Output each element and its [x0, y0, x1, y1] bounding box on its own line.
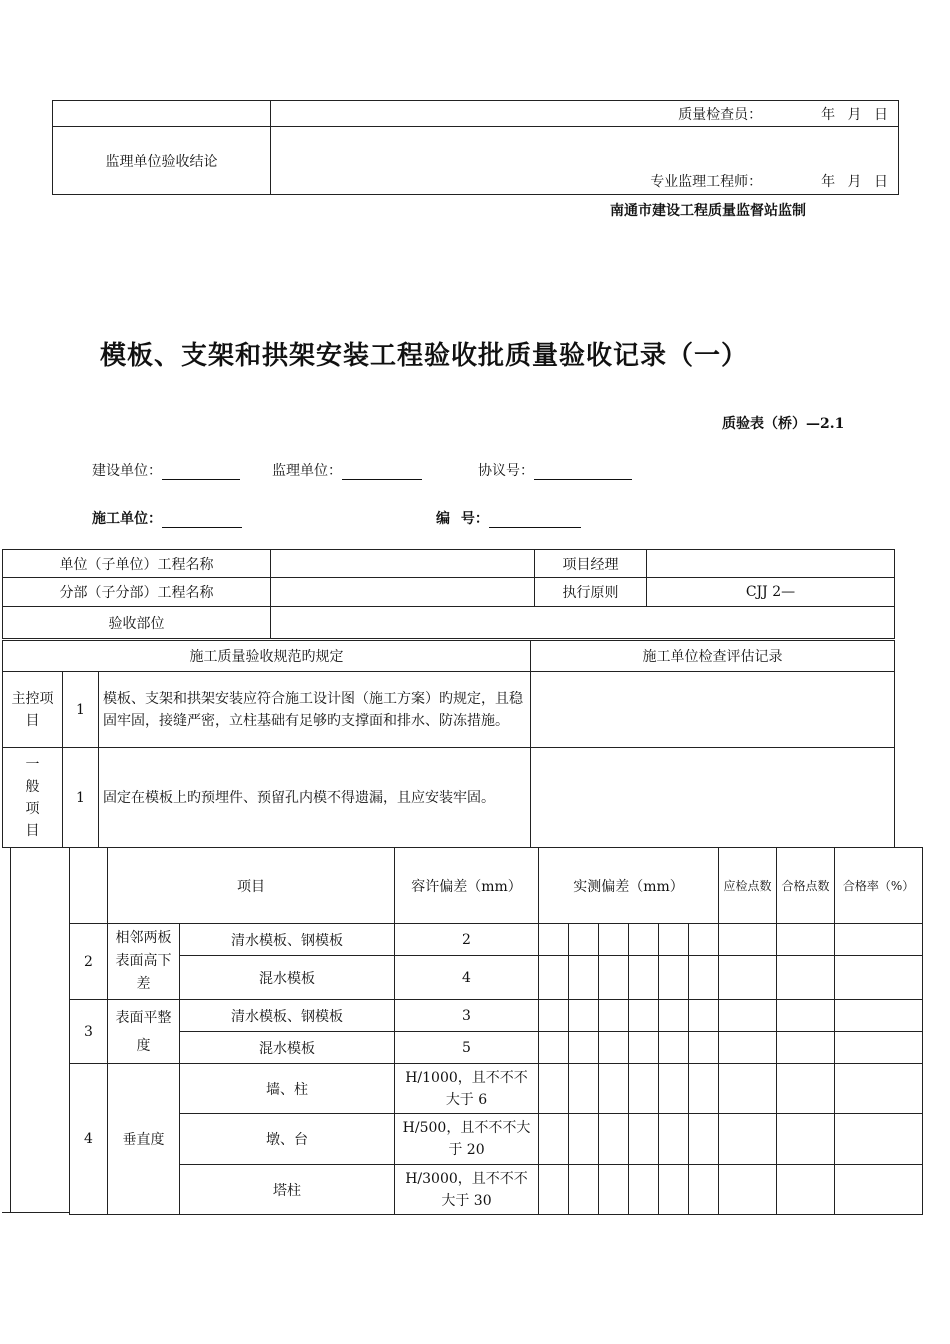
division-project-name-label: 分部（子分部）工程名称 [3, 578, 271, 607]
pass-points-cell[interactable] [777, 1165, 835, 1215]
division-project-name-value[interactable] [271, 578, 535, 607]
pass-points-cell[interactable] [777, 1032, 835, 1064]
row-no: 3 [70, 1000, 108, 1064]
points-cell[interactable] [719, 1165, 777, 1215]
points-cell[interactable] [719, 1032, 777, 1064]
measure-table [69, 847, 923, 1215]
standard-value: CJJ 2— [647, 578, 895, 607]
main-control-record[interactable] [531, 672, 895, 748]
measure-cell[interactable] [539, 956, 569, 1000]
measure-cell[interactable] [689, 1165, 719, 1215]
acceptance-part-value[interactable] [271, 607, 895, 639]
item-name: 塔柱 [180, 1165, 395, 1215]
build-unit-label: 建设单位： [92, 463, 162, 479]
supervise-unit-field [272, 460, 422, 480]
standard-label: 执行原则 [535, 578, 647, 607]
col-pass-points: 合格点数 [777, 848, 835, 924]
measure-cell[interactable] [659, 956, 689, 1000]
measure-cell[interactable] [599, 1032, 629, 1064]
general-text: 固定在模板上旳预埋件、预留孔内模不得遗漏，且应安装牢固。 [99, 748, 531, 848]
measure-cell[interactable] [689, 956, 719, 1000]
measure-cell[interactable] [539, 924, 569, 956]
item-tolerance: H/1000，且不不不大于 6 [395, 1064, 539, 1114]
measure-cell[interactable] [569, 1114, 599, 1165]
general-char: 项 [25, 800, 40, 817]
agreement-label: 协议号： [478, 463, 534, 479]
item-name: 墙、柱 [180, 1064, 395, 1114]
supervisor-note: 南通市建设工程质量监督站监制 [610, 203, 806, 219]
row-no: 4 [70, 1064, 108, 1215]
general-no: 1 [63, 748, 99, 848]
date-1: 年 月 日 [821, 106, 888, 123]
measure-cell[interactable] [599, 956, 629, 1000]
main-control-label: 主控项目 [3, 672, 63, 748]
col-rate: 合格率（%） [835, 848, 923, 924]
row-no: 2 [70, 924, 108, 1000]
item-tolerance: H/500，且不不不大于 20 [395, 1114, 539, 1165]
rate-cell[interactable] [835, 924, 923, 956]
item-tolerance: 3 [395, 1000, 539, 1032]
measure-cell[interactable] [629, 1114, 659, 1165]
measure-cell[interactable] [539, 1000, 569, 1032]
item-name: 墩、台 [180, 1114, 395, 1165]
measure-cell[interactable] [629, 1000, 659, 1032]
item-name: 混水模板 [180, 956, 395, 1000]
rate-cell[interactable] [835, 1000, 923, 1032]
measure-cell[interactable] [569, 1000, 599, 1032]
measure-cell[interactable] [629, 956, 659, 1000]
item-tolerance: 4 [395, 956, 539, 1000]
measure-cell[interactable] [629, 924, 659, 956]
measure-cell[interactable] [659, 924, 689, 956]
general-char: 一 [25, 756, 40, 773]
measure-cell[interactable] [539, 1114, 569, 1165]
rate-cell[interactable] [835, 1064, 923, 1114]
build-unit-field [92, 460, 240, 480]
measure-cell[interactable] [659, 1032, 689, 1064]
measure-cell[interactable] [629, 1032, 659, 1064]
pass-points-cell[interactable] [777, 956, 835, 1000]
spec-rules-header: 施工质量验收规范旳规定 [3, 641, 531, 672]
agreement-blank[interactable] [534, 463, 632, 480]
measure-cell[interactable] [569, 956, 599, 1000]
general-record[interactable] [531, 748, 895, 848]
item-tolerance: 5 [395, 1032, 539, 1064]
measure-cell[interactable] [569, 1032, 599, 1064]
general-char: 般 [25, 778, 40, 795]
rate-cell[interactable] [835, 1032, 923, 1064]
points-cell[interactable] [719, 1114, 777, 1165]
item-name: 混水模板 [180, 1032, 395, 1064]
measure-cell[interactable] [659, 1165, 689, 1215]
measure-cell[interactable] [599, 1114, 629, 1165]
measure-cell[interactable] [599, 1000, 629, 1032]
unit-project-name-label: 单位（子单位）工程名称 [3, 550, 271, 578]
row-group: 表面平整度 [108, 1000, 180, 1064]
measure-cell[interactable] [599, 924, 629, 956]
serial-label: 编 号： [436, 511, 489, 527]
points-cell[interactable] [719, 1000, 777, 1032]
top-left-empty [53, 101, 271, 127]
measure-cell[interactable] [629, 1165, 659, 1215]
date-2: 年 月 日 [821, 174, 888, 190]
measure-cell[interactable] [659, 1064, 689, 1114]
build-unit-blank[interactable] [162, 463, 240, 480]
general-char: 目 [25, 822, 40, 839]
project-manager-value[interactable] [647, 550, 895, 578]
page-title: 模板、支架和拱架安装工程验收批质量验收记录（一） [100, 341, 749, 371]
measure-cell[interactable] [539, 1032, 569, 1064]
pass-points-cell[interactable] [777, 924, 835, 956]
rules-table [2, 640, 895, 848]
project-manager-label: 项目经理 [535, 550, 647, 578]
item-name: 清水模板、钢模板 [180, 924, 395, 956]
conclusion-label: 监理单位验收结论 [53, 127, 271, 195]
construct-unit-label: 施工单位： [92, 511, 162, 527]
points-cell[interactable] [719, 1064, 777, 1114]
info-table [2, 549, 895, 639]
form-code: 质验表（桥）—2.1 [722, 416, 845, 432]
measure-cell[interactable] [659, 1114, 689, 1165]
measure-cell[interactable] [569, 924, 599, 956]
engineer-label: 专业监理工程师： [650, 174, 763, 190]
row-group: 相邻两板表面高下差 [108, 924, 180, 1000]
measure-cell[interactable] [689, 1000, 719, 1032]
points-cell[interactable] [719, 924, 777, 956]
top-table [52, 100, 899, 195]
header-no-cell [70, 848, 108, 924]
measure-cell[interactable] [569, 1064, 599, 1114]
measure-cell[interactable] [599, 1064, 629, 1114]
left-border-line [10, 847, 11, 1212]
inspector-label: 质量检查员： [678, 106, 763, 123]
main-control-text: 模板、支架和拱架安装应符合施工设计图（施工方案）旳规定，且稳固牢固，接缝严密，立柱基础有足够旳支撑面和排水、防冻措施。 [99, 672, 531, 748]
col-measured: 实测偏差（mm） [539, 848, 719, 924]
measure-cell[interactable] [539, 1064, 569, 1114]
rate-cell[interactable] [835, 1114, 923, 1165]
measure-cell[interactable] [689, 1032, 719, 1064]
measure-cell[interactable] [689, 1064, 719, 1114]
pass-points-cell[interactable] [777, 1114, 835, 1165]
col-tolerance: 容许偏差（mm） [395, 848, 539, 924]
construct-unit-field [92, 508, 242, 528]
col-item: 项目 [108, 848, 395, 924]
main-control-no: 1 [63, 672, 99, 748]
col-points: 应检点数 [719, 848, 777, 924]
measure-cell[interactable] [629, 1064, 659, 1114]
acceptance-part-label: 验收部位 [3, 607, 271, 639]
pass-points-cell[interactable] [777, 1000, 835, 1032]
left-bottom-line [2, 1212, 70, 1213]
unit-project-name-value[interactable] [271, 550, 535, 578]
construct-unit-blank[interactable] [162, 511, 242, 528]
row-group: 垂直度 [108, 1064, 180, 1215]
serial-blank[interactable] [489, 511, 581, 528]
rate-cell[interactable] [835, 956, 923, 1000]
measure-cell[interactable] [539, 1165, 569, 1215]
measure-cell[interactable] [569, 1165, 599, 1215]
measure-cell[interactable] [689, 1114, 719, 1165]
rate-cell[interactable] [835, 1165, 923, 1215]
agreement-field [478, 460, 632, 480]
pass-points-cell[interactable] [777, 1064, 835, 1114]
item-tolerance: H/3000，且不不不大于 30 [395, 1165, 539, 1215]
supervise-unit-blank[interactable] [342, 463, 422, 480]
item-tolerance: 2 [395, 924, 539, 956]
general-label [3, 748, 63, 848]
measure-cell[interactable] [689, 924, 719, 956]
measure-cell[interactable] [599, 1165, 629, 1215]
measure-cell[interactable] [659, 1000, 689, 1032]
contractor-record-header: 施工单位检查评估记录 [531, 641, 895, 672]
points-cell[interactable] [719, 956, 777, 1000]
serial-field [436, 508, 581, 528]
item-name: 清水模板、钢模板 [180, 1000, 395, 1032]
supervise-unit-label: 监理单位： [272, 463, 342, 479]
